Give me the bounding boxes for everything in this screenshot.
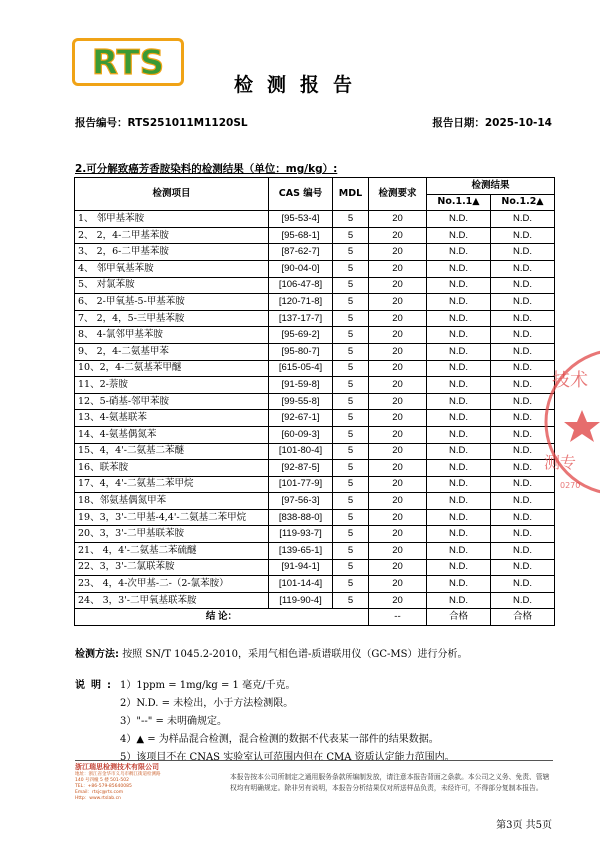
row-item-name: 23、 4，4-次甲基-二-（2-氯苯胺） (75, 576, 269, 593)
header-item: 检测项目 (75, 178, 269, 211)
table-row (75, 244, 555, 261)
row-result-2: N.D. (491, 310, 555, 327)
row-cas-number: [97-56-3] (269, 493, 333, 510)
row-item-name: 7、 2，4，5-三甲基苯胺 (75, 310, 269, 327)
seal-star-icon (564, 410, 600, 442)
row-item-name: 18、邻氨基偶氮甲苯 (75, 493, 269, 510)
table-row (75, 343, 555, 360)
row-cas-number: [101-14-4] (269, 576, 333, 593)
row-item-name: 4、 邻甲氧基苯胺 (75, 260, 269, 277)
test-method (75, 645, 468, 660)
row-result-1: N.D. (427, 543, 491, 560)
row-item-name: 1、 邻甲基苯胺 (75, 211, 269, 228)
row-result-1: N.D. (427, 227, 491, 244)
row-cas-number: [101-80-4] (269, 443, 333, 460)
row-mdl: 5 (333, 294, 369, 311)
row-result-1: N.D. (427, 426, 491, 443)
report-number (75, 115, 248, 130)
row-requirement: 20 (369, 476, 427, 493)
page-number: 第3页 共5页 (496, 820, 552, 831)
table-row (75, 526, 555, 543)
logo-text: RTS (91, 43, 165, 82)
row-result-1: N.D. (427, 360, 491, 377)
row-item-name: 8、 4-氯邻甲基苯胺 (75, 327, 269, 344)
row-requirement: 20 (369, 576, 427, 593)
row-result-1: N.D. (427, 509, 491, 526)
row-item-name: 9、 2，4-二氨基甲苯 (75, 343, 269, 360)
conclusion-requirement: -- (369, 609, 427, 626)
table-row (75, 360, 555, 377)
table-row (75, 277, 555, 294)
row-result-1: N.D. (427, 393, 491, 410)
row-item-name: 10、2，4-二氨基苯甲醚 (75, 360, 269, 377)
row-mdl: 5 (333, 543, 369, 560)
row-cas-number: [60-09-3] (269, 426, 333, 443)
row-mdl: 5 (333, 576, 369, 593)
conclusion-result-1: 合格 (427, 609, 491, 626)
row-result-1: N.D. (427, 211, 491, 228)
row-item-name: 16、联苯胺 (75, 460, 269, 477)
row-cas-number: [139-65-1] (269, 543, 333, 560)
row-requirement: 20 (369, 443, 427, 460)
note-item: 5）该项目不在 CNAS 实验室认可范围内但在 CMA 资质认定能力范围内。 (120, 752, 455, 763)
row-result-2: N.D. (491, 426, 555, 443)
row-item-name: 13、4-氨基联苯 (75, 410, 269, 427)
row-result-2: N.D. (491, 460, 555, 477)
row-result-1: N.D. (427, 443, 491, 460)
row-result-2: N.D. (491, 543, 555, 560)
table-row (75, 443, 555, 460)
contact-line: TEL：+86-579-85640085 (75, 784, 132, 789)
row-mdl: 5 (333, 227, 369, 244)
row-item-name: 3、 2，6-二甲基苯胺 (75, 244, 269, 261)
row-cas-number: [99-55-8] (269, 393, 333, 410)
row-requirement: 20 (369, 426, 427, 443)
note-item: 3）"--" = 未明确规定。 (120, 716, 228, 727)
row-mdl: 5 (333, 493, 369, 510)
table-row (75, 460, 555, 477)
table-row (75, 493, 555, 510)
contact-line: 地址：浙江省金华市义乌市稠江街道检测路 (75, 772, 161, 777)
row-mdl: 5 (333, 244, 369, 261)
row-item-name: 15、4，4'-二氨基二苯醚 (75, 443, 269, 460)
row-requirement: 20 (369, 509, 427, 526)
note-item: 1）1ppm = 1mg/kg = 1 毫克/千克。 (120, 680, 296, 691)
header-mdl: MDL (333, 178, 369, 211)
row-result-2: N.D. (491, 410, 555, 427)
table-row (75, 592, 555, 609)
row-result-2: N.D. (491, 343, 555, 360)
table-row (75, 509, 555, 526)
report-date (432, 115, 552, 130)
table-row (75, 260, 555, 277)
row-cas-number: [101-77-9] (269, 476, 333, 493)
company-name: 浙江瑞思检测技术有限公司 (75, 763, 159, 771)
row-requirement: 20 (369, 244, 427, 261)
row-result-2: N.D. (491, 559, 555, 576)
row-result-2: N.D. (491, 443, 555, 460)
table-row (75, 426, 555, 443)
row-item-name: 24、 3，3'-二甲氧基联苯胺 (75, 592, 269, 609)
footer-divider (75, 760, 553, 761)
row-result-2: N.D. (491, 227, 555, 244)
row-result-1: N.D. (427, 526, 491, 543)
table-row (75, 543, 555, 560)
row-result-2: N.D. (491, 526, 555, 543)
conclusion-row (75, 609, 555, 626)
row-item-name: 17、4，4'-二氨基二苯甲烷 (75, 476, 269, 493)
row-result-2: N.D. (491, 277, 555, 294)
row-result-2: N.D. (491, 377, 555, 394)
row-cas-number: [137-17-7] (269, 310, 333, 327)
row-cas-number: [838-88-0] (269, 509, 333, 526)
row-result-2: N.D. (491, 393, 555, 410)
row-mdl: 5 (333, 410, 369, 427)
row-item-name: 19、3，3'-二甲基-4,4'-二氨基二苯甲烷 (75, 509, 269, 526)
row-result-1: N.D. (427, 343, 491, 360)
report-date-value: 2025-10-14 (484, 117, 552, 129)
row-result-1: N.D. (427, 277, 491, 294)
row-requirement: 20 (369, 393, 427, 410)
row-mdl: 5 (333, 260, 369, 277)
row-requirement: 20 (369, 310, 427, 327)
row-mdl: 5 (333, 526, 369, 543)
seal-text: 技术 (552, 370, 588, 391)
row-mdl: 5 (333, 393, 369, 410)
row-mdl: 5 (333, 559, 369, 576)
table-row (75, 576, 555, 593)
row-mdl: 5 (333, 377, 369, 394)
table-row (75, 227, 555, 244)
row-result-2: N.D. (491, 592, 555, 609)
seal-text: 0270 (560, 481, 581, 490)
row-result-1: N.D. (427, 476, 491, 493)
row-mdl: 5 (333, 476, 369, 493)
row-requirement: 20 (369, 410, 427, 427)
contact-line: Email：rtsjc@rts.com (75, 790, 124, 795)
row-requirement: 20 (369, 493, 427, 510)
row-item-name: 2、 2，4-二甲基苯胺 (75, 227, 269, 244)
row-item-name: 12、5-硝基-邻甲苯胺 (75, 393, 269, 410)
row-result-2: N.D. (491, 509, 555, 526)
page-title: 检测报告 (233, 74, 366, 96)
row-requirement: 20 (369, 543, 427, 560)
header-result: 检测结果 (427, 178, 555, 195)
row-cas-number: [615-05-4] (269, 360, 333, 377)
row-result-2: N.D. (491, 360, 555, 377)
row-cas-number: [95-53-4] (269, 211, 333, 228)
table-row (75, 476, 555, 493)
row-cas-number: [92-67-1] (269, 410, 333, 427)
section-title: 2.可分解致癌芳香胺染料的检测结果（单位：mg/kg）: (75, 163, 338, 175)
conclusion-result-2: 合格 (491, 609, 555, 626)
row-requirement: 20 (369, 592, 427, 609)
row-requirement: 20 (369, 327, 427, 344)
table-row (75, 377, 555, 394)
row-requirement: 20 (369, 277, 427, 294)
row-mdl: 5 (333, 277, 369, 294)
row-cas-number: [119-93-7] (269, 526, 333, 543)
header-requirement: 检测要求 (369, 178, 427, 211)
row-mdl: 5 (333, 211, 369, 228)
row-item-name: 14、4-氨基偶氮苯 (75, 426, 269, 443)
note-item: 4）▲ = 为样品混合检测，混合检测的数据不代表某一部件的结果数据。 (120, 734, 439, 745)
row-result-1: N.D. (427, 244, 491, 261)
row-requirement: 20 (369, 343, 427, 360)
row-item-name: 11、2-萘胺 (75, 377, 269, 394)
row-result-1: N.D. (427, 260, 491, 277)
row-mdl: 5 (333, 343, 369, 360)
table-row (75, 393, 555, 410)
row-cas-number: [95-80-7] (269, 343, 333, 360)
method-text: 按照 SN/T 1045.2-2010，采用气相色谱-质谱联用仪（GC-MS）进行分析。 (122, 649, 468, 660)
row-result-1: N.D. (427, 559, 491, 576)
official-seal-icon (538, 342, 600, 502)
row-item-name: 20、3，3'-二甲基联苯胺 (75, 526, 269, 543)
row-cas-number: [90-04-0] (269, 260, 333, 277)
row-cas-number: [87-62-7] (269, 244, 333, 261)
row-mdl: 5 (333, 426, 369, 443)
row-cas-number: [106-47-8] (269, 277, 333, 294)
report-number-label: 报告编号： (75, 117, 128, 129)
contact-line: Http：www.rtslab.cn (75, 796, 121, 801)
disclaimer: 本报告按本公司所制定之通用服务条款所编制发放，请注意本报告背面之条款。本公司之义务、免责、管辖权均有明确规定。除非另有说明，本报告分析结果仅对所送样品负责，未经许可，不得部分复制本报告。 (230, 773, 550, 792)
row-item-name: 21、 4，4'-二氨基二苯硫醚 (75, 543, 269, 560)
row-item-name: 5、 对氯苯胺 (75, 277, 269, 294)
row-result-2: N.D. (491, 294, 555, 311)
row-requirement: 20 (369, 360, 427, 377)
table-row (75, 327, 555, 344)
row-mdl: 5 (333, 509, 369, 526)
table-row (75, 211, 555, 228)
row-requirement: 20 (369, 260, 427, 277)
notes-label: 说明: (75, 680, 117, 691)
row-mdl: 5 (333, 310, 369, 327)
seal-text: 测专 (544, 453, 577, 472)
company-contact (75, 762, 205, 802)
row-result-2: N.D. (491, 576, 555, 593)
row-result-2: N.D. (491, 244, 555, 261)
row-mdl: 5 (333, 592, 369, 609)
row-requirement: 20 (369, 227, 427, 244)
results-table (74, 177, 555, 626)
row-result-1: N.D. (427, 592, 491, 609)
row-cas-number: [92-87-5] (269, 460, 333, 477)
note-item: 2）N.D. = 未检出，小于方法检测限。 (120, 698, 294, 709)
row-mdl: 5 (333, 460, 369, 477)
row-requirement: 20 (369, 294, 427, 311)
table-row (75, 310, 555, 327)
contact-line: 140 号四幢 5 楼 501-502 (75, 778, 129, 783)
row-mdl: 5 (333, 360, 369, 377)
header-cas: CAS 编号 (269, 178, 333, 211)
row-result-2: N.D. (491, 327, 555, 344)
table-row (75, 410, 555, 427)
row-result-2: N.D. (491, 260, 555, 277)
row-requirement: 20 (369, 526, 427, 543)
conclusion-label: 结 论： (75, 609, 369, 626)
row-mdl: 5 (333, 327, 369, 344)
row-requirement: 20 (369, 211, 427, 228)
row-item-name: 6、 2-甲氧基-5-甲基苯胺 (75, 294, 269, 311)
row-cas-number: [95-69-2] (269, 327, 333, 344)
report-date-label: 报告日期： (432, 117, 485, 129)
row-result-1: N.D. (427, 377, 491, 394)
row-cas-number: [120-71-8] (269, 294, 333, 311)
row-cas-number: [95-68-1] (269, 227, 333, 244)
row-item-name: 22、3，3'-二氯联苯胺 (75, 559, 269, 576)
report-number-value: RTS251011M1120SL (127, 117, 248, 129)
row-result-1: N.D. (427, 576, 491, 593)
row-result-1: N.D. (427, 410, 491, 427)
row-result-2: N.D. (491, 476, 555, 493)
row-result-2: N.D. (491, 211, 555, 228)
row-result-2: N.D. (491, 493, 555, 510)
table-row (75, 559, 555, 576)
row-requirement: 20 (369, 559, 427, 576)
row-requirement: 20 (369, 377, 427, 394)
row-cas-number: [91-94-1] (269, 559, 333, 576)
row-cas-number: [119-90-4] (269, 592, 333, 609)
header-sample-2: No.1.2▲ (491, 194, 555, 211)
row-result-1: N.D. (427, 294, 491, 311)
header-sample-1: No.1.1▲ (427, 194, 491, 211)
row-result-1: N.D. (427, 327, 491, 344)
method-label: 检测方法: (75, 649, 119, 660)
row-result-1: N.D. (427, 310, 491, 327)
row-mdl: 5 (333, 443, 369, 460)
row-result-1: N.D. (427, 460, 491, 477)
table-row (75, 294, 555, 311)
row-result-1: N.D. (427, 493, 491, 510)
row-cas-number: [91-59-8] (269, 377, 333, 394)
row-requirement: 20 (369, 460, 427, 477)
